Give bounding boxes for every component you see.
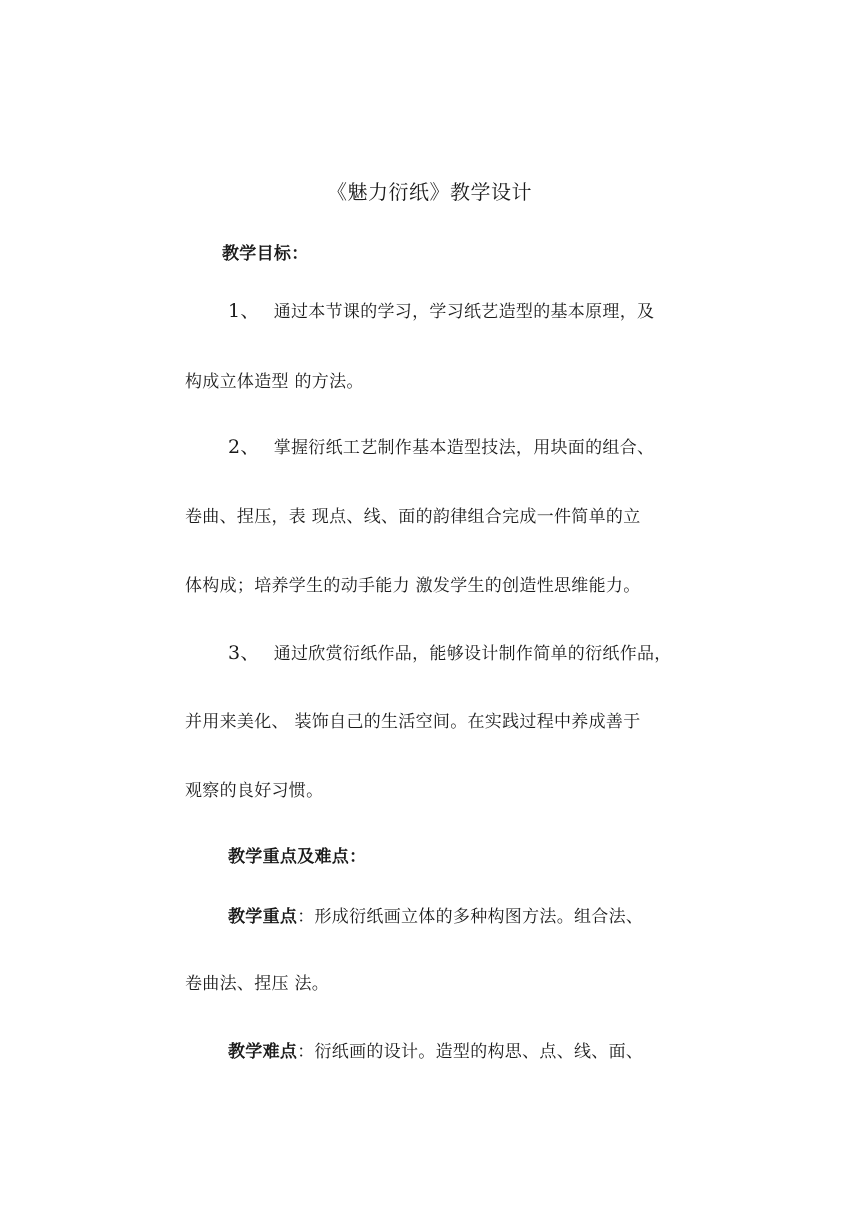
key-point-label: 教学重点 [228,907,298,927]
objective-3-first-line [228,642,672,665]
objective-2-first-line [228,436,654,459]
objective-3-text: 通过欣赏衍纸作品，能够设计制作简单的衍纸作品， [273,644,672,664]
objective-2-third-line: 体构成；培养学生的动手能力 激发学生的创造性思维能力。 [185,576,641,596]
objective-2-text: 掌握衍纸工艺制作基本造型技法，用块面的组合、 [273,438,655,458]
key-point-second-line: 卷曲法、捏压 法。 [185,974,330,994]
objective-3-number: 3、 [228,642,260,664]
key-point-text: ：形成衍纸画立体的多种构图方法。组合法、 [297,907,644,927]
objective-3-third-line: 观察的良好习惯。 [185,781,324,801]
objective-2-second-line: 卷曲、捏压，表 现点、线、面的韵律组合完成一件简单的立 [185,507,641,527]
key-points-heading: 教学重点及难点： [228,847,367,867]
difficulty-text: ：衍纸画的设计。造型的构思、点、线、面、 [297,1042,644,1062]
objective-3-second-line: 并用来美化、 装饰自己的生活空间。在实践过程中养成善于 [185,712,641,732]
difficulty-first-line [228,1041,643,1063]
objective-1-number: 1、 [228,300,260,322]
document-title: 《魅力衍纸》教学设计 [327,180,532,204]
key-point-first-line [228,906,643,928]
objective-1-second-line: 构成立体造型 的方法。 [185,372,364,392]
objectives-heading: 教学目标： [222,244,309,264]
objective-1-first-line [228,300,654,323]
difficulty-label: 教学难点 [228,1042,298,1062]
objective-2-number: 2、 [228,436,260,458]
objective-1-text: 通过本节课的学习，学习纸艺造型的基本原理，及 [273,302,655,322]
